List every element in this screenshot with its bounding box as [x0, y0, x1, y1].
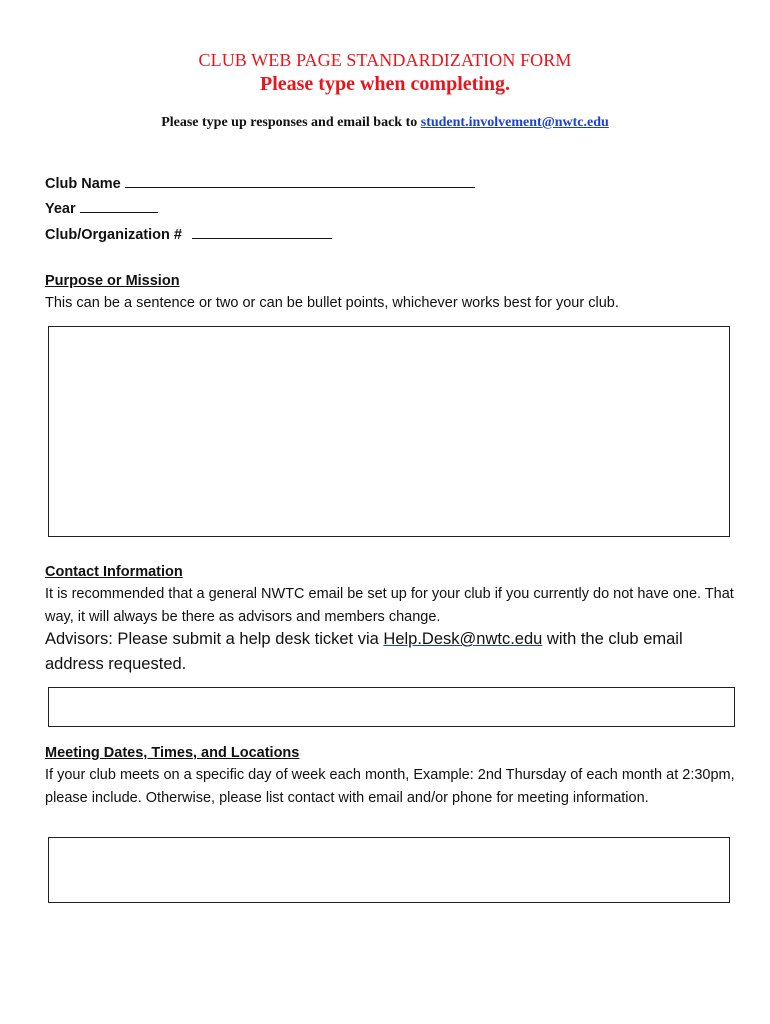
club-org-number-field	[45, 224, 332, 245]
instruction-text: Please type up responses and email back to	[161, 115, 421, 130]
contact-heading: Contact Information	[45, 564, 183, 580]
help-desk-email-link[interactable]: Help.Desk@nwtc.edu	[383, 630, 543, 648]
year-field	[45, 198, 158, 219]
year-label: Year	[45, 201, 76, 217]
advisors-note	[45, 627, 735, 676]
form-title: CLUB WEB PAGE STANDARDIZATION FORM	[198, 50, 572, 70]
club-org-number-label: Club/Organization #	[45, 227, 182, 243]
purpose-description: This can be a sentence or two or can be bullet points, whichever works best for your club.	[45, 295, 619, 311]
purpose-response-box[interactable]	[48, 326, 730, 537]
advisors-prefix: Advisors: Please submit a help desk ticket via	[45, 630, 384, 648]
contact-description: It is recommended that a general NWTC email be set up for your club if you currently do not have one. That way, it will always be there as advisors and members change.	[45, 586, 734, 625]
purpose-heading: Purpose or Mission	[45, 273, 180, 289]
meeting-response-box[interactable]	[48, 837, 730, 903]
contact-response-box[interactable]	[48, 687, 735, 727]
club-name-label: Club Name	[45, 176, 121, 192]
student-involvement-email-link[interactable]: student.involvement@nwtc.edu	[420, 115, 609, 130]
form-subtitle: Please type when completing.	[260, 73, 510, 95]
year-input-line[interactable]	[80, 198, 158, 213]
club-name-field	[45, 173, 475, 194]
advisors-suffix: with the club email address requested.	[45, 630, 683, 673]
club-org-number-input-line[interactable]	[192, 224, 332, 239]
meeting-description: If your club meets on a specific day of week each month, Example: 2nd Thursday of each month at 2:30pm, please include. Otherwise, please list contact with email and/or phone for meeting information.	[45, 767, 735, 806]
meeting-heading: Meeting Dates, Times, and Locations	[45, 745, 300, 761]
club-name-input-line[interactable]	[125, 173, 475, 188]
instruction-line	[0, 113, 770, 133]
